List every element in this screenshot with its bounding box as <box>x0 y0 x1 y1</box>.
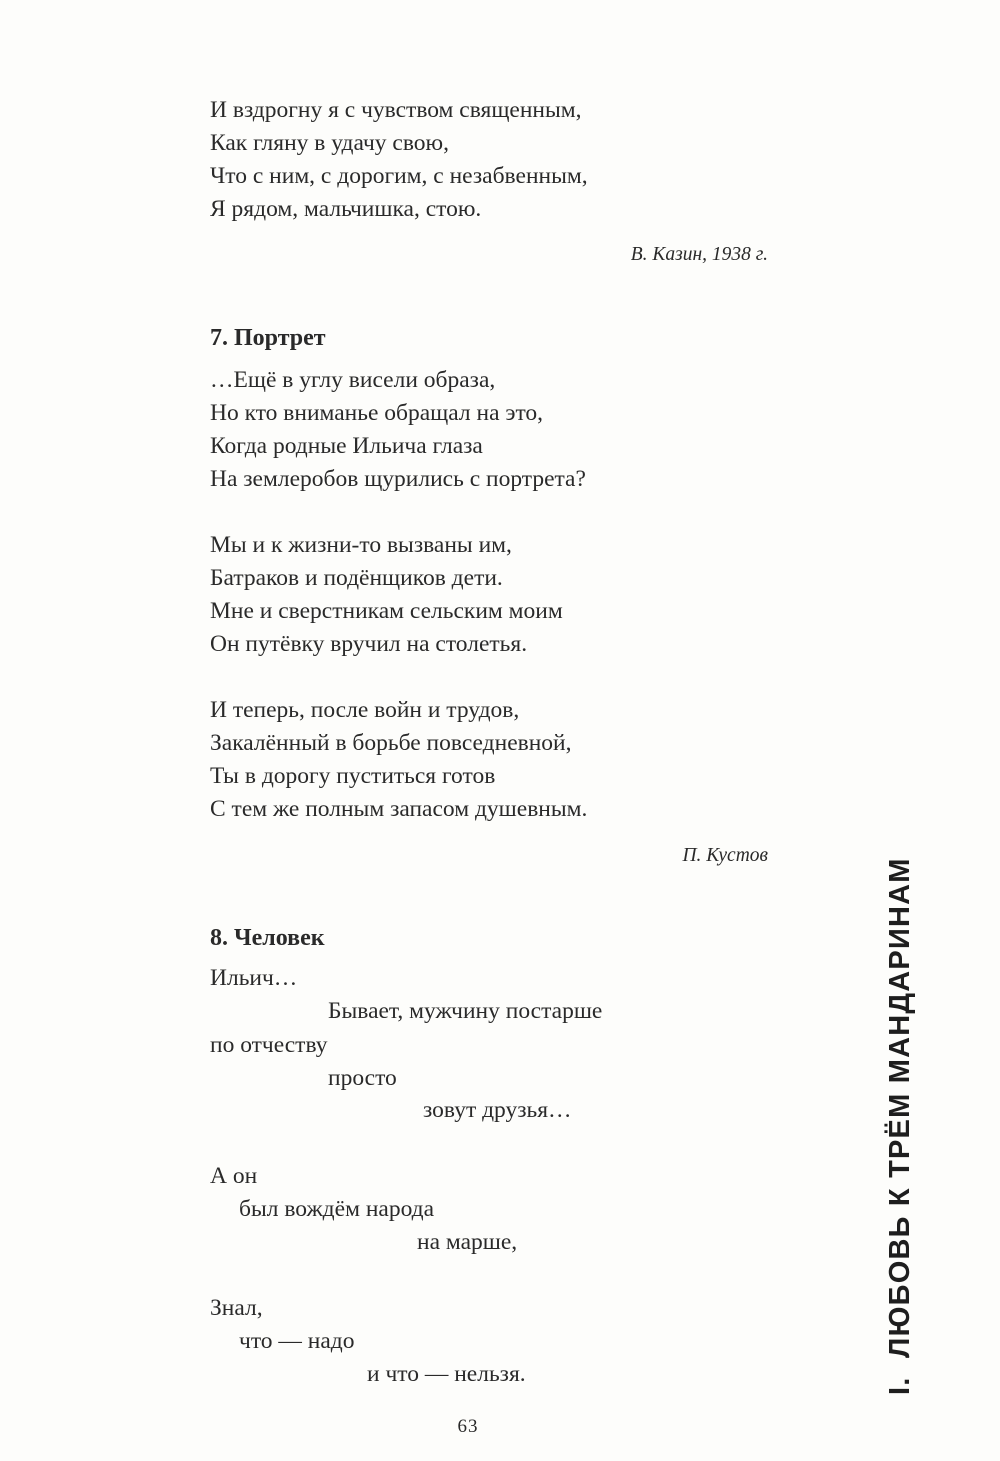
poem-line: А он <box>210 1163 258 1189</box>
poem-line: И теперь, после войн и трудов, <box>210 697 520 723</box>
poem-line: Мы и к жизни-то вызваны им, <box>210 532 512 558</box>
poem-line: Ильич… <box>210 965 298 991</box>
page-number: 63 <box>457 1416 479 1437</box>
poem-line: …Ещё в углу висели образа, <box>210 367 496 393</box>
poem-line: на марше, <box>417 1229 518 1255</box>
poem-line: Он путёвку вручил на столетья. <box>210 631 528 657</box>
poem-line: что — надо <box>239 1328 355 1354</box>
poem-line: зовут друзья… <box>423 1097 572 1123</box>
poem-line: Бывает, мужчину постарше <box>328 998 603 1024</box>
poem-line: Когда родные Ильича глаза <box>210 433 483 459</box>
poem-line: Батраков и подёнщиков дети. <box>210 565 503 591</box>
poem-title: 8. Человек <box>210 925 325 951</box>
poem-line: Мне и сверстникам сельским моим <box>210 598 563 624</box>
poem-line: Закалённый в борьбе повседневной, <box>210 730 572 756</box>
poem-line: просто <box>328 1065 397 1091</box>
poem-attribution: П. Кустов <box>682 845 768 866</box>
poem-line: На землеробов щурились с портрета? <box>210 466 586 492</box>
poem-line: Как гляну в удачу свою, <box>210 130 449 156</box>
section-label-vertical: I. ЛЮБОВЬ К ТРЁМ МАНДАРИНАМ <box>884 857 916 1395</box>
poem-line: С тем же полным запасом душевным. <box>210 796 588 822</box>
poem-line: Но кто вниманье обращал на это, <box>210 400 544 426</box>
poem-line: И вздрогну я с чувством священным, <box>210 97 582 123</box>
poem-line: Что с ним, с дорогим, с незабвенным, <box>210 163 588 189</box>
poem-title: 7. Портрет <box>210 325 326 351</box>
poem-attribution: В. Казин, 1938 г. <box>630 244 768 265</box>
poem-line: Ты в дорогу пуститься готов <box>210 763 496 789</box>
poem-line: по отчеству <box>210 1032 328 1058</box>
poem-line: был вождём народа <box>239 1196 435 1222</box>
poem-line: и что — нельзя. <box>367 1361 526 1387</box>
poem-line: Я рядом, мальчишка, стою. <box>210 196 482 222</box>
poem-line: Знал, <box>210 1295 263 1321</box>
